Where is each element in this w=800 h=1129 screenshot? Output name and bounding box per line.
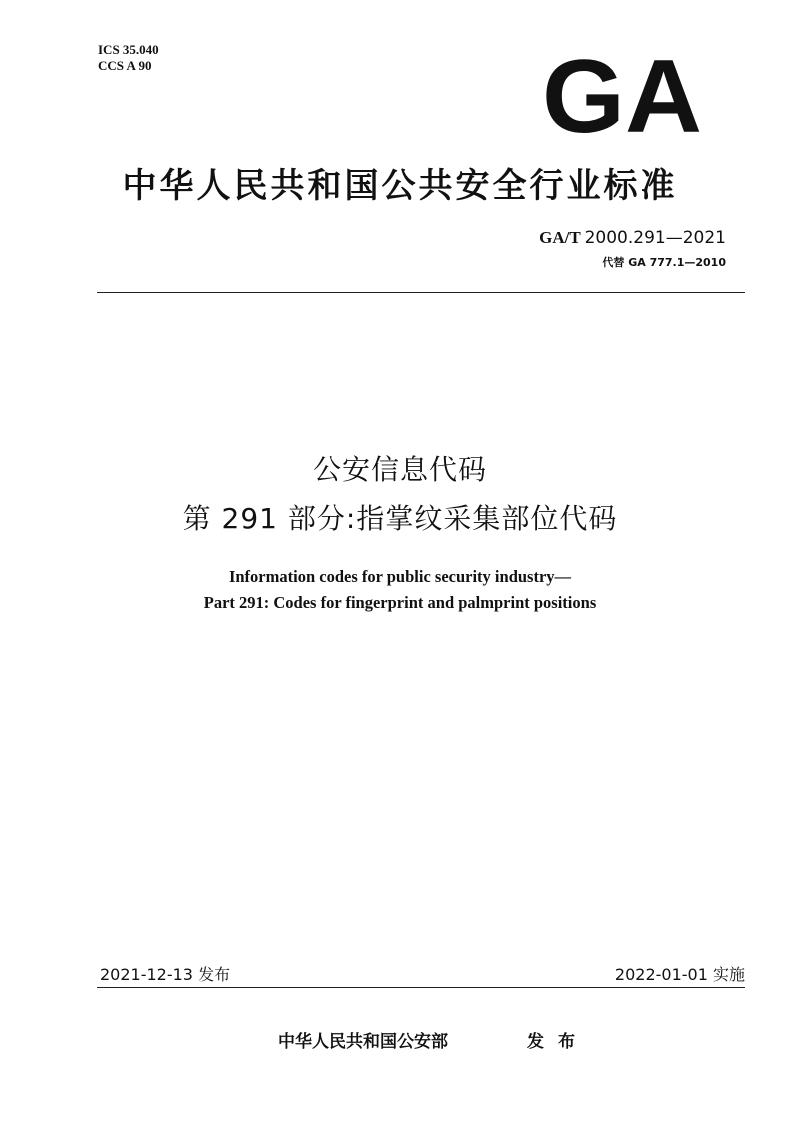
implementation-date: 2022-01-01 实施 xyxy=(614,965,745,984)
issue-date: 2021-12-13 发布 xyxy=(100,965,231,984)
ga-logo-text: GA xyxy=(542,48,702,138)
standard-category-title: 中华人民共和国公共安全行业标准 xyxy=(122,166,678,206)
standard-number-prefix: GA/T xyxy=(539,228,581,247)
standard-number-value: 2000.291—2021 xyxy=(584,228,726,248)
publisher-name: 中华人民共和国公安部 xyxy=(278,1032,448,1052)
document-title-en-line1: Information codes for public security industry— xyxy=(228,567,572,586)
classification-codes xyxy=(98,42,159,74)
publish-label: 发布 xyxy=(527,1032,589,1052)
footer-divider xyxy=(97,987,745,988)
ics-code: ICS 35.040 xyxy=(98,42,159,57)
ccs-code: CCS A 90 xyxy=(98,58,152,73)
document-title-cn-line2: 第 291 部分:指掌纹采集部位代码 xyxy=(182,502,618,535)
header-divider xyxy=(97,292,745,293)
document-title-en-line2: Part 291: Codes for fingerprint and palmprint positions xyxy=(203,593,597,612)
standard-number xyxy=(539,228,726,248)
document-title-cn-line1: 公安信息代码 xyxy=(312,453,487,486)
replaces-standard: 代替 GA 777.1—2010 xyxy=(602,256,726,269)
ga-logo xyxy=(540,48,705,138)
